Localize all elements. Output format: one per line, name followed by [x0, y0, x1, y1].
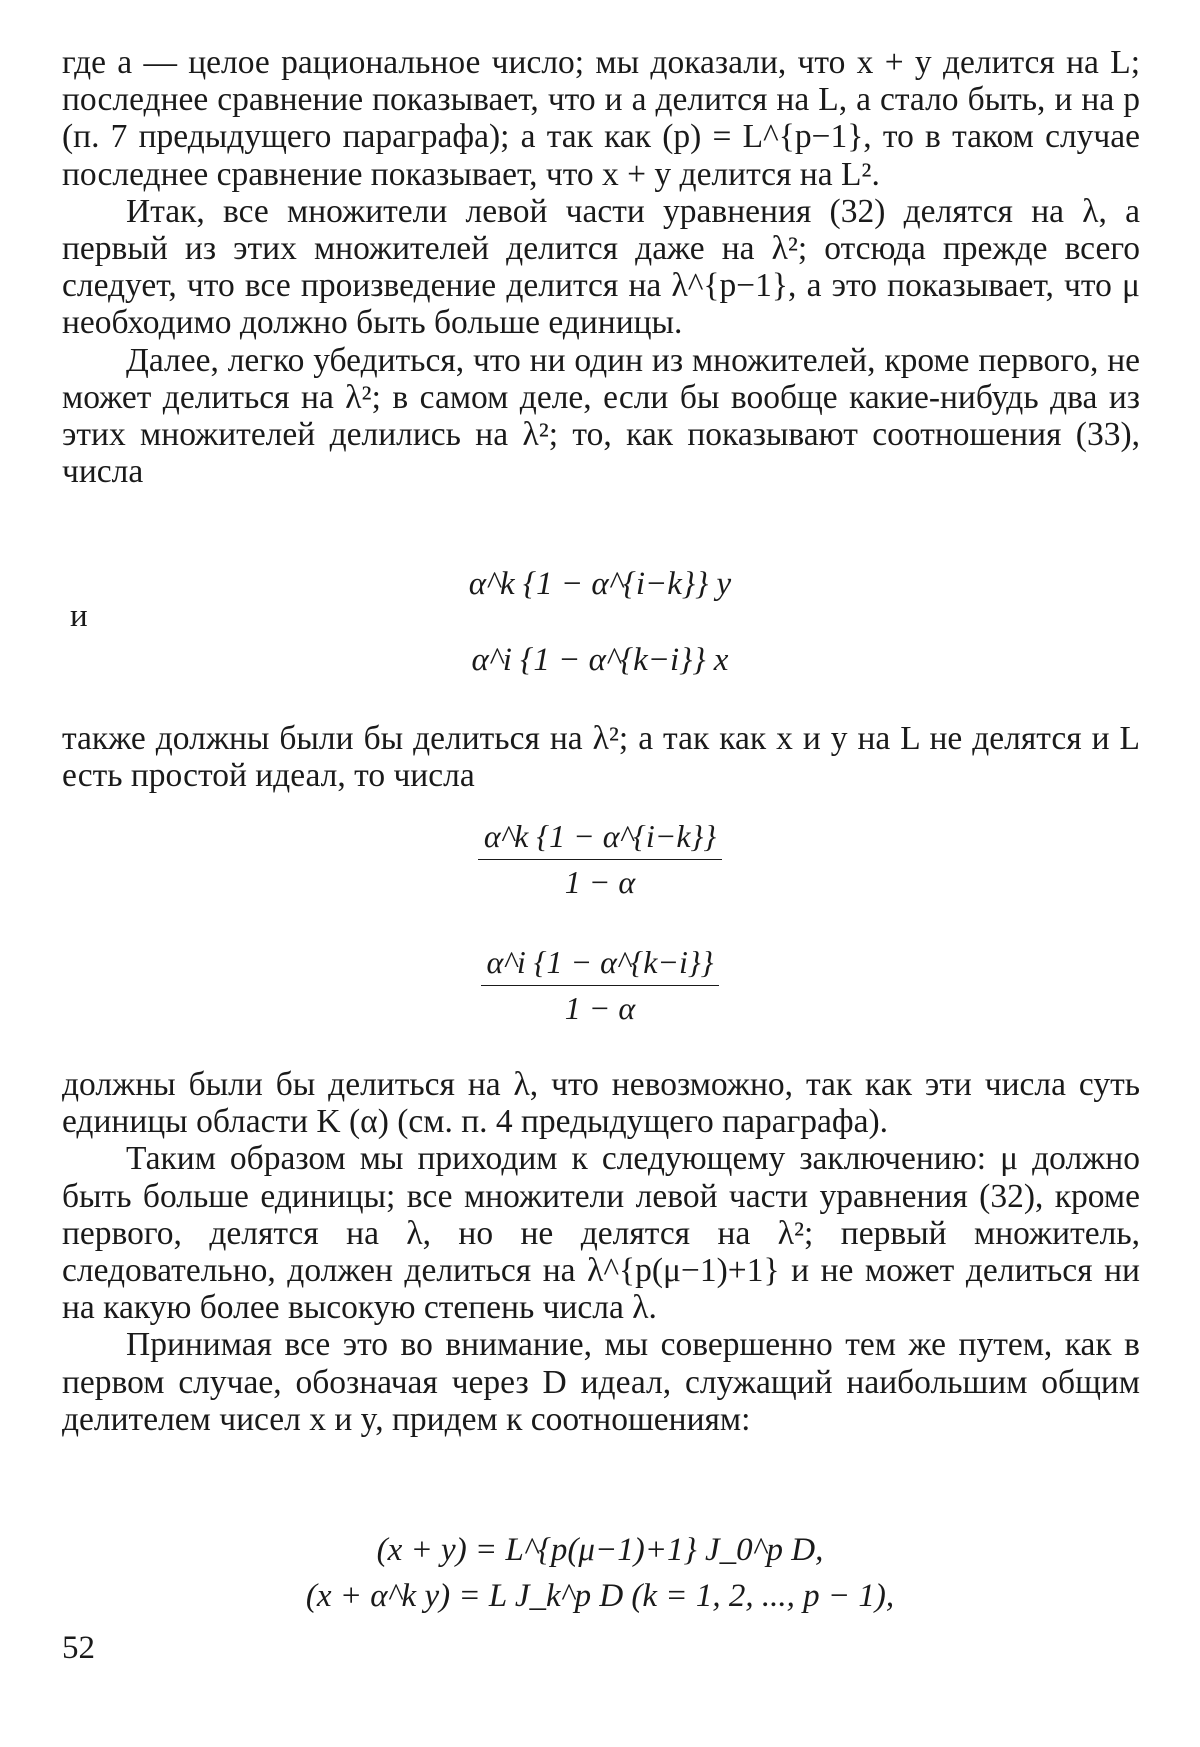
fraction-1-numerator: α^k {1 − α^{i−k}} [478, 818, 722, 860]
equation-1: (x + y) = L^{p(μ−1)+1} J_0^p D, [376, 1532, 824, 1568]
paragraph-4: также должны были бы делиться на λ²; а так как x и y на L не делятся и L есть простой идеал, то числа [62, 720, 1140, 795]
text-block-middle [62, 720, 1140, 794]
fraction-1 [0, 818, 1200, 901]
paragraph-6: Таким образом мы приходим к следующему заключению: μ должно быть больше единицы; все множители левой части уравнения (32), кроме первого, делятся на λ, но не делятся на λ²; первый множитель, следовательно, должен делиться на λ^{p(μ−1)+1} и не может делиться ни на какую более высокую степень числа λ. [62, 1140, 1140, 1327]
page-number: 52 [62, 1630, 95, 1666]
equation-2: (x + α^k y) = L J_k^p D (k = 1, 2, ..., p − 1), [305, 1578, 895, 1614]
paragraph-5: должны были бы делиться на λ, что невозможно, так как эти числа суть единицы области K (α) (см. п. 4 предыдущего параграфа). [62, 1066, 1140, 1141]
paragraph-3: Далее, легко убедиться, что ни один из множителей, кроме первого, не может делиться на λ²; в самом деле, если бы вообще какие-нибудь два из этих множителей делились на λ²; то, как показывают соотношения (33), числа [62, 341, 1140, 491]
fraction-2-denominator: 1 − α [564, 990, 636, 1026]
fraction-2 [0, 944, 1200, 1027]
conjunction-and: и [70, 598, 88, 634]
paragraph-7: Принимая все это во внимание, мы совершенно тем же путем, как в первом случае, обозначая через D идеал, служащий наибольшим общим делителем чисел x и y, придем к соотношениям: [62, 1326, 1140, 1438]
paragraph-1: где a — целое рациональное число; мы доказали, что x + y делится на L; последнее сравнение показывает, что и a делится на L, а стало быть, и на p (п. 7 предыдущего параграфа); а так как (p) = L^{p−1}, то в таком случае последнее сравнение показывает, что x + y делится на L². [62, 44, 1140, 193]
fraction-2-numerator: α^i {1 − α^{k−i}} [481, 944, 720, 986]
paragraph-2: Итак, все множители левой части уравнения (32) делятся на λ, а первый из этих множителей делится даже на λ²; отсюда прежде всего следует, что все произведение делится на λ^{p−1}, а это показывает, что μ необходимо должно быть больше единицы. [62, 192, 1140, 342]
formula-1: α^k {1 − α^{i−k}} y [468, 566, 732, 602]
fraction-1-denominator: 1 − α [564, 864, 636, 900]
text-block-bottom [62, 1066, 1140, 1438]
text-block-top [62, 44, 1140, 490]
formula-2: α^i {1 − α^{k−i}} x [471, 642, 729, 678]
